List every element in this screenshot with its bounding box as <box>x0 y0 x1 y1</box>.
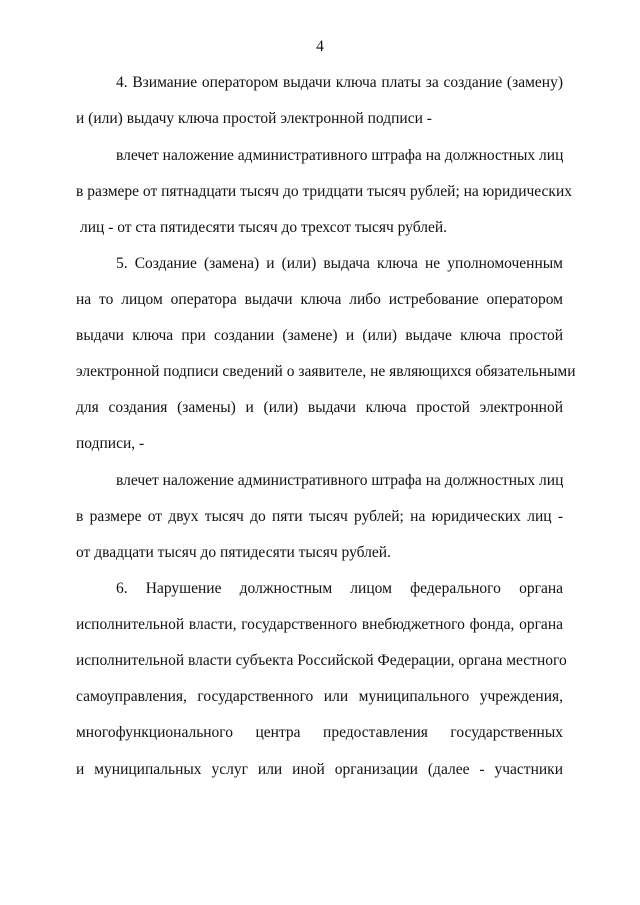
text-line: в размере от пятнадцати тысяч до тридцати тысяч рублей; на юридических <box>76 183 572 200</box>
page-number: 4 <box>316 38 324 55</box>
text-line: на то лицом оператора выдачи ключа либо истребование оператором <box>76 291 563 308</box>
text-line: влечет наложение административного штрафа на должностных лиц <box>116 472 564 489</box>
text-line: исполнительной власти, государственного внебюджетного фонда, органа <box>76 616 563 633</box>
text-line: для создания (замены) и (или) выдачи ключа простой электронной <box>76 399 563 416</box>
text-line: влечет наложение административного штрафа на должностных лиц <box>116 147 564 164</box>
text-line: лиц - от ста пятидесяти тысяч до трехсот тысяч рублей. <box>80 219 448 236</box>
text-line: электронной подписи сведений о заявителе, не являющихся обязательными <box>76 363 576 380</box>
text-line: выдачи ключа при создании (замене) и (или) выдаче ключа простой <box>76 327 563 344</box>
text-line: подписи, - <box>76 435 145 452</box>
text-line: и муниципальных услуг или иной организации (далее - участники <box>76 761 563 778</box>
text-line: исполнительной власти субъекта Российской Федерации, органа местного <box>76 652 567 669</box>
text-line: от двадцати тысяч до пятидесяти тысяч рублей. <box>76 544 391 561</box>
text-line: многофункционального центра предоставления государственных <box>76 724 563 741</box>
text-line: 4. Взимание оператором выдачи ключа платы за создание (замену) <box>116 74 563 91</box>
text-line: и (или) выдачу ключа простой электронной подписи - <box>76 110 432 127</box>
text-line: в размере от двух тысяч до пяти тысяч рублей; на юридических лиц - <box>76 508 563 525</box>
text-line: самоуправления, государственного или муниципального учреждения, <box>76 688 563 705</box>
text-line: 6. Нарушение должностным лицом федерального органа <box>116 580 563 597</box>
text-line: 5. Создание (замена) и (или) выдача ключа не уполномоченным <box>116 255 563 272</box>
